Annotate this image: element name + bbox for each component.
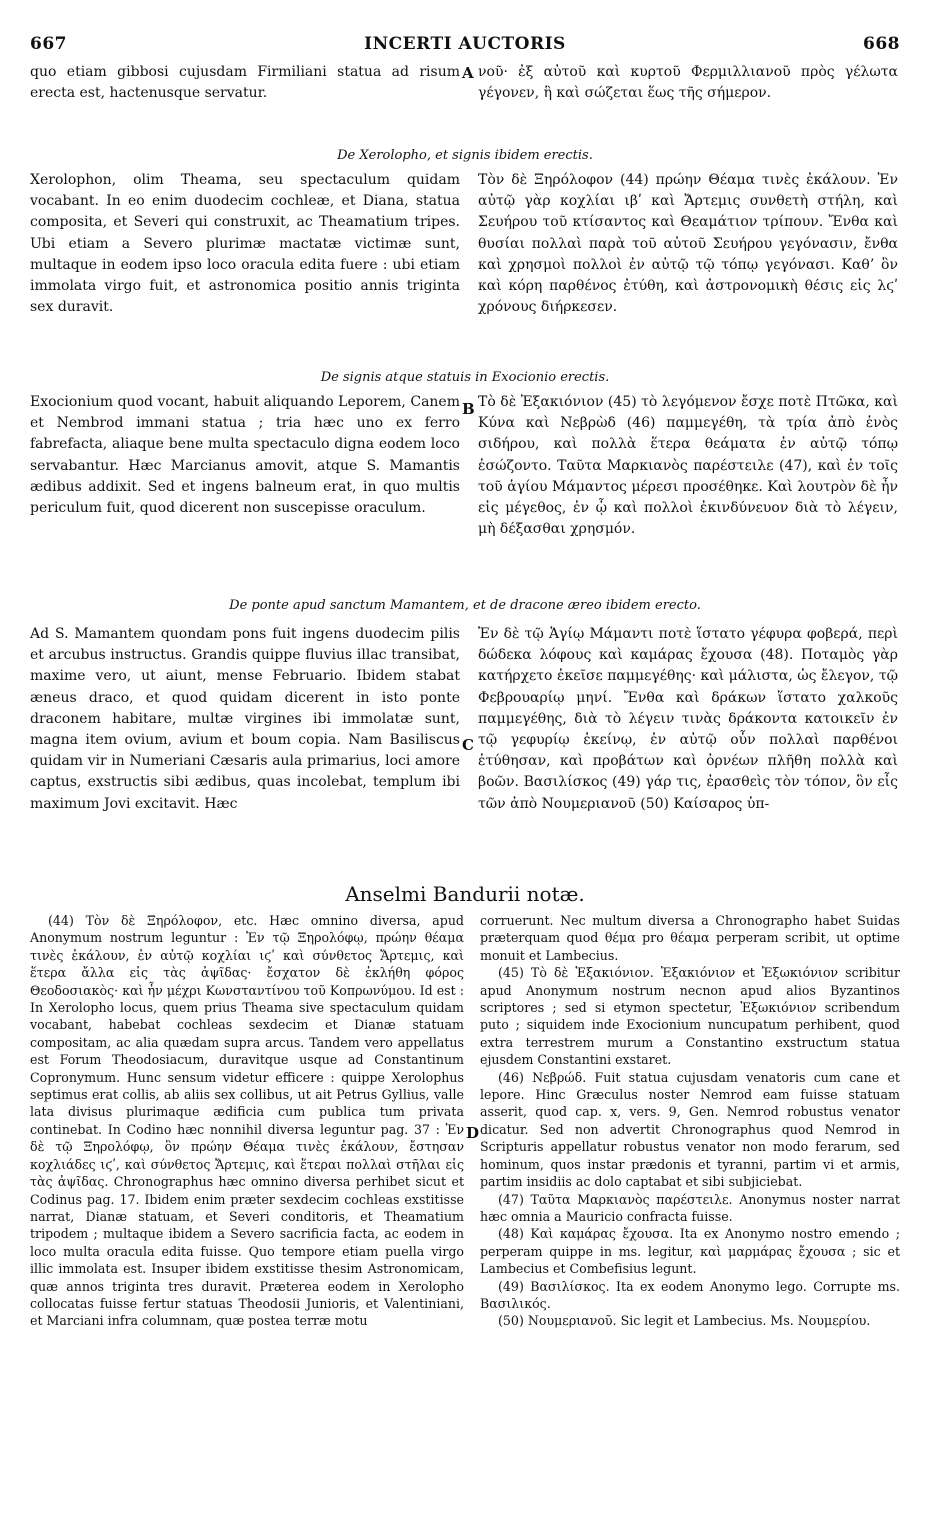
page-number-left: 667 bbox=[30, 34, 67, 54]
note-47: (47) Ταῦτα Μαρκιανὸς παρέστειλε. Anonymus noster narrat hæc omnia a Mauricio confracta fuisse. bbox=[480, 1191, 900, 1224]
notes-title: Anselmi Bandurii notæ. bbox=[345, 882, 585, 906]
margin-marker-b: B bbox=[462, 400, 475, 418]
margin-marker-d: D bbox=[466, 1124, 480, 1142]
margin-marker-c: C bbox=[462, 736, 474, 754]
page-number-right: 668 bbox=[863, 34, 900, 54]
section-bridge-greek: Ἐν δὲ τῷ Ἁγίῳ Μάμαντι ποτὲ ἵστατο γέφυρα φοβερά, περὶ δώδεκα λόφους καὶ καμάρας ἔχουσα (48). Ποταμὸς γὰρ κατήρχετο ἐκεῖσε παμμεγέθης· καὶ μάλιστα, ὡς ἔλεγον, τῷ Φεβρουαρίῳ μηνί. Ἔνθα καὶ δράκων ἵστατο χαλκοῦς παμμεγέθης, διὰ τὸ λέγειν τινὰς δράκοντα κατοικεῖν ἐν τῷ γεφυρίῳ ἐκείνῳ, ἐν αὐτῷ οὖν πολλαὶ παρθένοι ἐτύθησαν, καὶ προβάτων καὶ ὀρνέων πλῆθη πολλὰ καὶ βοῶν. Βασιλίσκος (49) γάρ τις, ἐρασθεὶς τὸν τόπον, ὃν εἶς τῶν ἀπὸ Νουμεριανοῦ (50) Καίσαρος ὑπ- bbox=[478, 626, 898, 812]
note-49: (49) Βασιλίσκος. Ita ex eodem Anonymo lego. Corrupte ms. Βασιλικός. bbox=[480, 1278, 900, 1311]
note-44: (44) Τὸν δὲ Ξηρόλοφον, etc. Hæc omnino diversa, apud Anonymum nostrum leguntur : Ἐν τῷ Ξηρολόφῳ, πρώην θέαμα τινὲς ἐκάλουν, ἐν αὐτῷ κοχλίαι ιϛʹ καὶ σύνθετος Ἄρτεμις, καὶ ἕτερα ἄλλα εἰς τὰς ἀψῖδας· ἔσχατον δὲ ἐκλήθη φόρος Θεοδοσιακὸς· καὶ ἦν μέχρι Κωνσταντίνου τοῦ Κοπρωνύμου. Id est : In Xerolopho locus, quem prius Theama sive spectaculum quidam vocabant, habebat cochleas sexdecim et Dianæ statuam compositam, ac alia quædam supra arcus. Tandem vero appellatus est Forum Theodosiacum, duravitque usque ad Constantinum Copronymum. Hunc sensum videtur efficere : quippe Xerolophus septimus erat collis, ab aliis sex collibus, ut ait Petrus Gyllius, valle lata divisus plurimaque ædificia cum publica tum privata continebat. In Codino hæc nonnihil diversa leguntur pag. 37 : Ἐν δὲ τῷ Ξηρολόφῳ, ὃν πρώην Θέαμα τινὲς ἐκάλουν, ἔστησαν κοχλιάδες ιϛʹ, καὶ σύνθετος Ἄρτεμις, καὶ ἕτεραι πολλαὶ στῆλαι εἰς τὰς ἀψῖδας. Chronographus hæc omnino diversa perhibet sicut et Codinus pag. 17. Ibidem enim præter sexdecim cochleas exstitisse narrat, Dianæ statuam, et Severi conditoris, et Theamatium tripodem ; multaque ibidem a Severo sacrificia facta, ac eodem in loco multa oracula edita fuisse. Quo tempore etiam puella virgo illic immolata est. Insuper ibidem exstitisse thesim Astronomicam, quæ annos triginta tres duravit. Præterea eodem in Xerolopho collocatas fuisse fertur statuas Theodosii Junioris, et Valentiniani, et Marciani infra columnam, quæ postea terræ motu bbox=[30, 913, 464, 1329]
notes-right-column bbox=[480, 912, 900, 1330]
note-44-continued: corruerunt. Nec multum diversa a Chronographo habet Suidas præterquam quod θέμα pro θέαμα perperam scribit, ut optime monuit et Lambecius. bbox=[480, 913, 900, 963]
section-heading-xerolophus: De Xerolopho, et signis ibidem erectis. bbox=[337, 148, 593, 163]
section-exocionium-latin: Exocionium quod vocant, habuit aliquando Leporem, Canem et Nembrod immani statua ; tria hæc uno ex ferro fabrefacta, aliaque bene multa spectaculo digna eodem loco servabantur. Hæc Marcianus amovit, atque S. Mamantis ædibus addixit. Sed et ingens balneum erat, in quo multis periculum fuit, quod dicerent non suscepisse oraculum. bbox=[30, 394, 460, 517]
intro-greek: νοῦ· ἐξ αὐτοῦ καὶ κυρτοῦ Φερμιλλιανοῦ πρὸς γέλωτα γέγονεν, ἣ καὶ σώζεται ἕως τῆς σήμερον. bbox=[478, 64, 898, 102]
note-48: (48) Καὶ καμάρας ἔχουσα. Ita ex Anonymo nostro emendo ; perperam quippe in ms. legitur, καὶ μαρμάρας ἔχουσα ; sic et Lambecius et Combefisius legunt. bbox=[480, 1226, 900, 1277]
note-45: (45) Τὸ δὲ Ἐξακιόνιον. Ἐξακιόνιον et Ἐξωκιόνιον scribitur apud Anonymum nostrum necnon apud alios Byzantinos scriptores ; sed si etymon spectetur, Ἐξωκιόνιον scribendum puto ; siquidem inde Exocionium nuncupatum perhibent, quod extra terrestrem murum a Constantino exstructum statua ejusdem Constantini exstaret. bbox=[480, 965, 900, 1068]
note-46: (46) Νεβρώδ. Fuit statua cujusdam venatoris cum cane et lepore. Hinc Græculus noster Nemrod eam fuisse statuam asserit, quod cap. x, vers. 9, Gen. Nemrod robustus venator dicatur. Sed non advertit Chronographus quod Nemrod in Scripturis appellatur robustus venator non modo ferarum, sed hominum, quos instar prædonis et tyranni, partim vi et armis, partim insidiis ac dolo captabat et sibi subjiciebat. bbox=[480, 1069, 900, 1190]
section-heading-bridge: De ponte apud sanctum Mamantem, et de dracone æreo ibidem erecto. bbox=[229, 598, 701, 613]
section-xerolophus-latin: Xerolophon, olim Theama, seu spectaculum quidam vocabant. In eo enim duodecim cochleæ, et Diana, statua composita, et Severi qui construxit, ac Theamatium tripes. Ubi etiam a Severo plurimæ mactatæ victimæ sunt, multaque in eodem ipso loco oracula edita fuere : ubi etiam immolata virgo fuit, et astronomica positio annis triginta sex duravit. bbox=[30, 172, 460, 316]
section-heading-exocionium: De signis atque statuis in Exocionio erectis. bbox=[320, 370, 610, 385]
running-title: INCERTI AUCTORIS bbox=[364, 34, 566, 54]
notes-left-column bbox=[30, 912, 464, 1330]
margin-marker-a: A bbox=[462, 64, 474, 82]
intro-latin: quo etiam gibbosi cujusdam Firmiliani statua ad risum erecta est, hactenusque servatur. bbox=[30, 64, 460, 102]
section-bridge-latin: Ad S. Mamantem quondam pons fuit ingens duodecim pilis et arcubus instructus. Grandis quippe fluvius illac transibat, maxime vero, ut aiunt, mense Februario. Ibidem stabat æneus draco, et quod quidam dicerent in isto ponte draconem habitare, multæ virgines ibi immolatæ sunt, magna item ovium, avium et boum copia. Nam Basiliscus quidam vir in Numeriani Cæsaris aula primarius, loci amore captus, exstructis sibi ædibus, quas incolebat, templum ibi maximum Jovi excitavit. Hæc bbox=[30, 626, 460, 812]
section-xerolophus-greek: Τὸν δὲ Ξηρόλοφον (44) πρώην Θέαμα τινὲς ἐκάλουν. Ἐν αὐτῷ γὰρ κοχλίαι ιβʹ καὶ Ἄρτεμις συνθετὴ στήλη, καὶ Σευήρου τοῦ κτίσαντος καὶ Θεαμάτιον τρίπουν. Ἔνθα καὶ θυσίαι πολλαὶ παρὰ τοῦ αὐτοῦ Σευήρου γεγόνασιν, ἔνθα καὶ χρησμοὶ πολλοὶ ἐν αὐτῷ τῷ τόπῳ γεγόνασι. Καθ’ ὃν καὶ κόρη παρθένος ἐτύθη, καὶ ἀστρονομικὴ θέσις εἰς λϛʹ χρόνους διήρκεσεν. bbox=[478, 172, 898, 316]
note-50: (50) Νουμεριανοῦ. Sic legit et Lambecius. Ms. Νουμερίου. bbox=[498, 1313, 871, 1329]
section-exocionium-greek: Τὸ δὲ Ἐξακιόνιον (45) τὸ λεγόμενον ἔσχε ποτὲ Πτῶκα, καὶ Κύνα καὶ Νεβρὼδ (46) παμμεγέθη, τὰ τρία ἀπὸ ἑνὸς σιδήρου, καὶ πολλὰ ἕτερα θεάματα ἐν αὐτῷ τόπῳ ἐσώζοντο. Ταῦτα Μαρκιανὸς παρέστειλε (47), καὶ ἐν τοῖς τοῦ ἁγίου Μάμαντος μέρεσι προσέθηκε. Καὶ λουτρὸν δὲ ἦν εἰς μέγεθος, ἐν ᾧ καὶ πολλοὶ ἐκινδύνευον διὰ τὸ λέγειν, μὴ δέξασθαι χρησμόν. bbox=[478, 394, 898, 538]
